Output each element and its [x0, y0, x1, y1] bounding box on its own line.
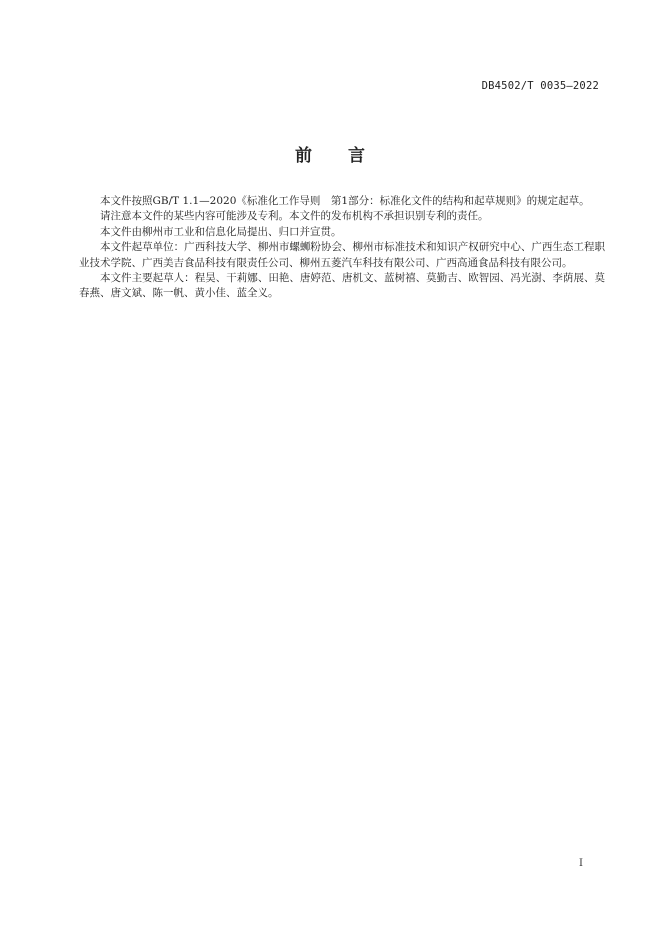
document-code: DB4502/T 0035—2022	[481, 80, 599, 92]
paragraph-drafters: 本文件主要起草人：程昊、干莉娜、田艳、唐婷范、唐机文、蓝树禧、莫勤吉、欧智园、冯光澍、李荫展、莫春燕、唐文斌、陈一帆、黄小佳、蓝全义。	[79, 272, 605, 300]
title-char-2: 言	[348, 146, 367, 166]
paragraph-drafting-units: 本文件起草单位：广西科技大学、柳州市螺蛳粉协会、柳州市标准技术和知识产权研究中心、广西生态工程职业技术学院、广西美吉食品科技有限责任公司、柳州五菱汽车科技有限公司、广西高通食品科技有限公司。	[79, 241, 605, 269]
paragraph-drafting-basis: 本文件按照GB/T 1.1—2020《标准化工作导则 第1部分：标准化文件的结构和起草规则》的规定起草。	[100, 195, 590, 207]
paragraph-patent-notice: 请注意本文件的某些内容可能涉及专利。本文件的发布机构不承担识别专利的责任。	[100, 210, 489, 223]
page-title	[0, 141, 662, 166]
paragraph-proposer: 本文件由柳州市工业和信息化局提出、归口并宣贯。	[100, 225, 342, 238]
page-number: I	[579, 858, 583, 869]
title-char-1: 前	[295, 146, 314, 166]
foreword-body	[79, 194, 605, 302]
